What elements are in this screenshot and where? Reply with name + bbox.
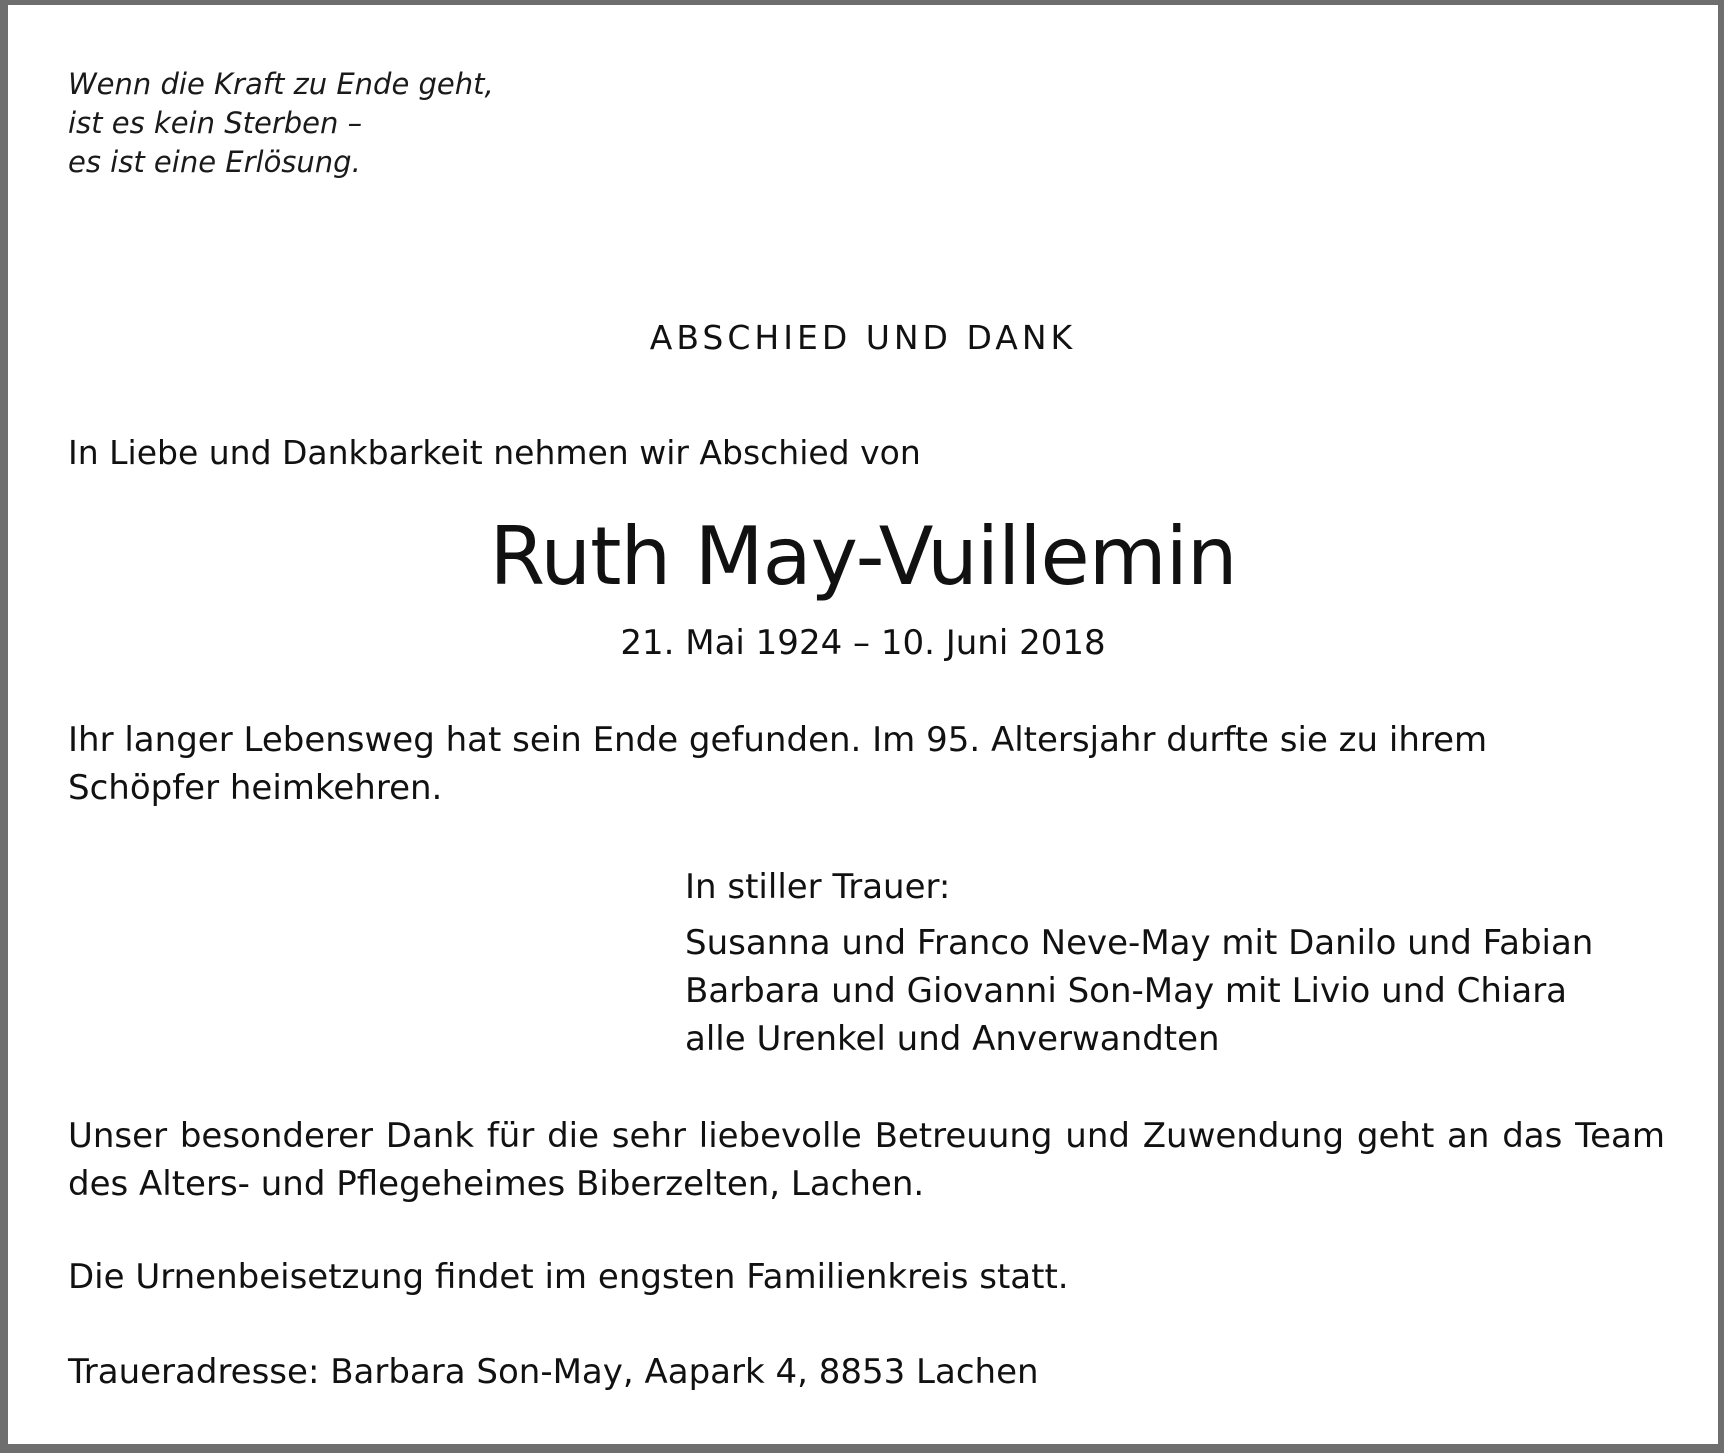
mourner-family-3: alle Urenkel und Anverwandten [685, 1019, 1220, 1059]
deceased-name: Ruth May-Vuillemin [489, 510, 1237, 603]
mourning-address: Traueradresse: Barbara Son-May, Aapark 4, 8853 Lachen [68, 1352, 1039, 1392]
notice-heading: ABSCHIED UND DANK [649, 318, 1077, 357]
life-dates: 21. Mai 1924 – 10. Juni 2018 [620, 623, 1106, 663]
thanks-line-2: Team des Alters- und Pflegeheimes Biberzelten, Lachen. [68, 1116, 1665, 1204]
mourner-family-1: Susanna und Franco Neve-May mit Danilo und Fabian [685, 923, 1594, 963]
burial-notice: Die Urnenbeisetzung findet im engsten Familienkreis statt. [68, 1257, 1069, 1297]
thanks-paragraph [68, 1112, 1665, 1208]
life-text-line-2: Schöpfer heimkehren. [68, 768, 443, 808]
mourner-family-2: Barbara und Giovanni Son-May mit Livio und Chiara [685, 971, 1568, 1011]
motto-line-3: es ist eine Erlösung. [68, 145, 361, 179]
thanks-line-1: Unser besonderer Dank für die sehr liebevolle Betreuung und Zuwendung geht an das [68, 1116, 1563, 1156]
motto-line-2: ist es kein Sterben – [68, 106, 363, 140]
intro-line: In Liebe und Dankbarkeit nehmen wir Abschied von [68, 433, 921, 472]
life-text-line-1: Ihr langer Lebensweg hat sein Ende gefunden. Im 95. Altersjahr durfte sie zu ihrem [68, 720, 1488, 760]
mourning-label: In stiller Trauer: [685, 867, 951, 907]
motto-line-1: Wenn die Kraft zu Ende geht, [68, 67, 494, 101]
